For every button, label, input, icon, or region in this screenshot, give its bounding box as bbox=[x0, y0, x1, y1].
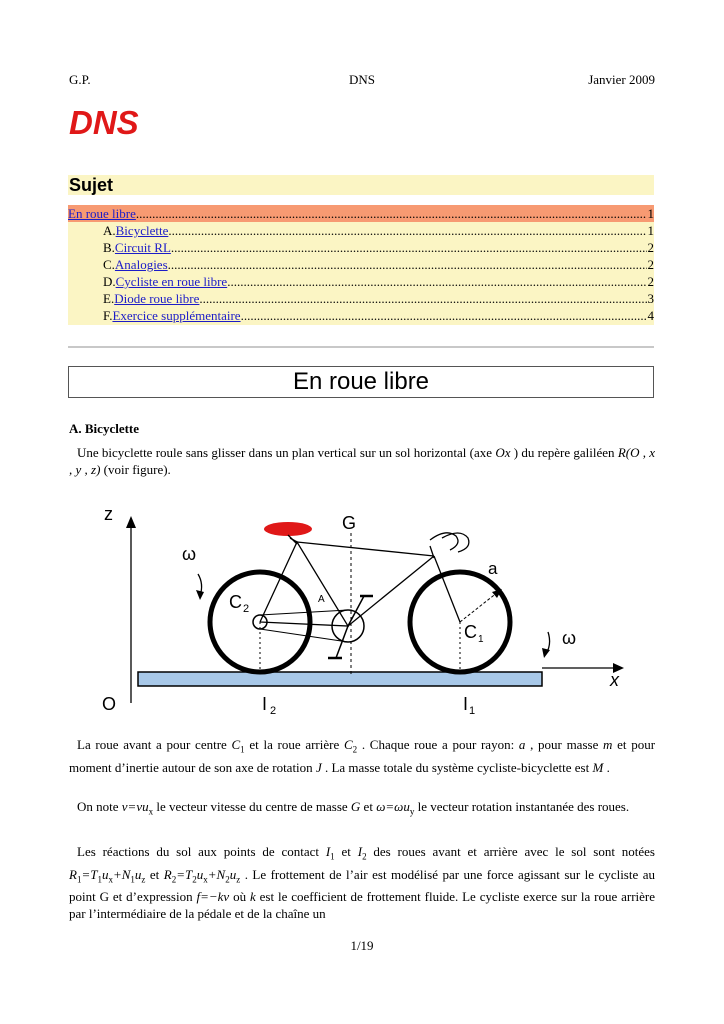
paragraph-wheels: La roue avant a pour centre $C_1$ et la roue arrière $C_2$ . Chaque roue a pour rayon: a , pour masse m et pour moment d’inertie autour de son axe de rotation J . La masse totale du système cycliste-bicyclette est M . bbox=[69, 737, 656, 775]
toc-page: 3 bbox=[647, 291, 654, 306]
toc-page: 4 bbox=[647, 308, 654, 323]
saddle bbox=[264, 522, 312, 536]
header-right: Janvier 2009 bbox=[588, 72, 655, 87]
toc-entry[interactable] bbox=[103, 222, 654, 239]
page-number: 1/19 bbox=[350, 938, 374, 953]
label-I1-sub: 1 bbox=[469, 705, 476, 717]
section-title: En roue libre bbox=[68, 366, 654, 398]
separator bbox=[68, 346, 654, 348]
toc-link[interactable]: Analogies bbox=[114, 257, 168, 272]
paragraph-intro: Une bicyclette roule sans glisser dans un plan vertical sur un sol horizontal (axe Ox ) du repère galiléen R(O , x , y , z) (voir figure). bbox=[69, 445, 656, 477]
subsection-heading: A. Bicyclette bbox=[69, 421, 140, 436]
label-I2-sub: 2 bbox=[270, 705, 277, 717]
label-z: z bbox=[104, 504, 113, 524]
toc-entry[interactable] bbox=[103, 290, 654, 307]
label-C2-sub: 2 bbox=[243, 603, 250, 615]
label-omega-left: ω bbox=[182, 544, 197, 564]
toc-link[interactable]: Diode roue libre bbox=[114, 291, 200, 306]
toc-entry[interactable] bbox=[103, 273, 654, 290]
toc-page: 2 bbox=[647, 274, 654, 289]
toc-link[interactable]: Exercice supplémentaire bbox=[112, 308, 241, 323]
label-G: G bbox=[342, 513, 357, 533]
toc-prefix: F. bbox=[103, 308, 113, 323]
toc-entry[interactable] bbox=[103, 239, 654, 256]
label-omega-right: ω bbox=[562, 628, 577, 648]
label-I1: I bbox=[463, 694, 469, 714]
label-O: O bbox=[102, 694, 117, 714]
label-x: x bbox=[610, 670, 619, 690]
label-I2: I bbox=[262, 694, 268, 714]
toc-link[interactable]: Cycliste en roue libre bbox=[115, 274, 228, 289]
toc-prefix: E. bbox=[103, 291, 115, 306]
toc-link[interactable]: Bicyclette bbox=[115, 223, 169, 238]
toc-prefix: C. bbox=[103, 257, 115, 272]
header-left: G.P. bbox=[69, 72, 91, 87]
header-center: DNS bbox=[348, 72, 375, 87]
toc-page: 2 bbox=[647, 240, 654, 255]
toc-page: 1 bbox=[647, 206, 654, 221]
toc-entry-main[interactable] bbox=[68, 205, 654, 222]
sujet-heading: Sujet bbox=[68, 175, 654, 195]
ground bbox=[138, 672, 542, 686]
toc-page: 1 bbox=[647, 223, 654, 238]
paragraph-reactions: Les réactions du sol aux points de contact $I_1$ et $I_2$ des roues avant et arrière avec le sol sont notées $R_1=T_1u_x+N_1u_z$ et $R_2=T_2u_x+N_2u_z$ . Le frottement de l’air est modélisé par une force agissant sur le cycliste au point G et d’expression f=−kv où k est le coefficient de frottement fluide. Le cycliste exerce sur la roue arrière par l’intermédiaire de la pédale et de la chaîne un bbox=[69, 844, 656, 922]
paragraph-velocity: On note $v=vu_x$ le vecteur vitesse du centre de masse G et $\omega=\omega u_y$ le vecteur rotation instantanée des roues. bbox=[77, 799, 630, 817]
label-a: a bbox=[488, 559, 498, 578]
toc-prefix: D. bbox=[103, 274, 116, 289]
toc-link-main[interactable]: En roue libre bbox=[68, 206, 136, 221]
bicycle-figure bbox=[90, 498, 630, 720]
toc-link[interactable]: Circuit RL bbox=[114, 240, 171, 255]
label-C1-sub: 1 bbox=[478, 634, 484, 645]
toc-page: 2 bbox=[647, 257, 654, 272]
toc-entry[interactable] bbox=[103, 307, 654, 324]
label-C1: C bbox=[464, 622, 477, 642]
toc-prefix: A. bbox=[103, 223, 116, 238]
toc-entry[interactable] bbox=[103, 256, 654, 273]
label-A: A bbox=[318, 594, 325, 605]
table-of-contents bbox=[68, 205, 654, 325]
toc-prefix: B. bbox=[103, 240, 115, 255]
label-C2: C bbox=[229, 592, 242, 612]
document-title: DNS bbox=[69, 104, 139, 141]
